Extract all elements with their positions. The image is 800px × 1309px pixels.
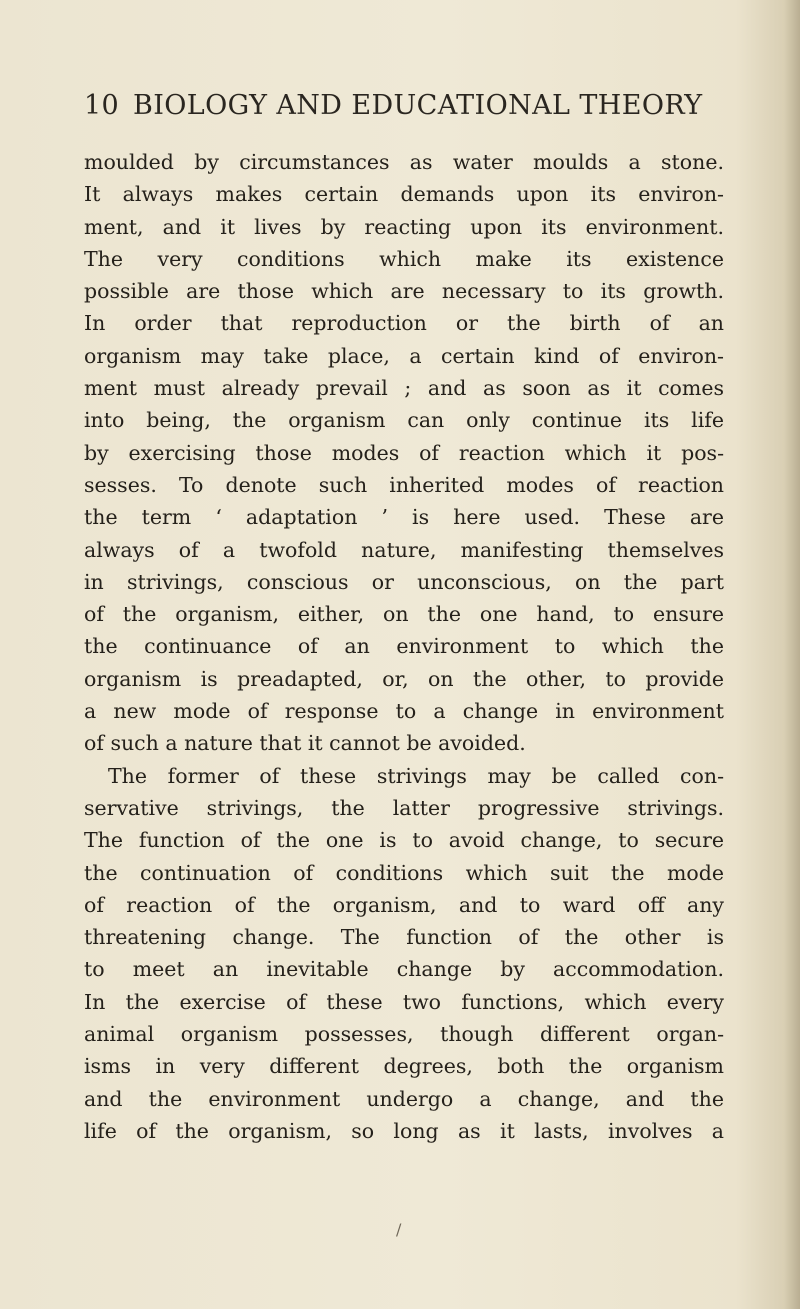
text-line: life of the organism, so long as it lasts, involves a — [84, 1118, 724, 1143]
text-line: ment, and it lives by reacting upon its environment. — [84, 214, 724, 239]
page-number: 10 — [84, 90, 119, 121]
text-line: The very conditions which make its existence — [84, 246, 724, 271]
text-line: The former of these strivings may be called con- — [108, 763, 724, 788]
text-line: servative strivings, the latter progressive strivings. — [84, 795, 724, 820]
text-line: the continuance of an environment to which the — [84, 634, 724, 659]
text-line: by exercising those modes of reaction which it pos- — [84, 440, 724, 465]
text-line: animal organism possesses, though different organ- — [84, 1022, 724, 1047]
page-header — [84, 90, 724, 121]
text-line: always of a twofold nature, manifesting themselves — [84, 537, 724, 562]
running-head: BIOLOGY AND EDUCATIONAL THEORY — [132, 90, 703, 121]
body-text — [84, 146, 724, 1147]
text-line: the continuation of conditions which suit the mode — [84, 860, 724, 885]
text-line: a new mode of response to a change in environment — [84, 699, 724, 724]
text-line: to meet an inevitable change by accommodation. — [84, 957, 724, 982]
text-line: sesses. To denote such inherited modes of reaction — [84, 472, 724, 497]
text-line: in strivings, conscious or unconscious, on the part — [84, 569, 724, 594]
text-line: In order that reproduction or the birth of an — [84, 311, 724, 336]
text-line: of reaction of the organism, and to ward off any — [84, 892, 724, 917]
text-line: the term ‘ adaptation ’ is here used. These are — [84, 505, 724, 530]
text-line: of such a nature that it cannot be avoided. — [84, 731, 526, 756]
text-line: possible are those which are necessary to its growth. — [84, 279, 724, 304]
text-line: organism may take place, a certain kind of environ- — [84, 343, 724, 368]
text-line: into being, the organism can only continue its life — [84, 408, 724, 433]
text-line: and the environment undergo a change, and the — [84, 1086, 724, 1111]
footer-mark: / — [396, 1220, 402, 1239]
text-line: organism is preadapted, or, on the other, to provide — [84, 666, 724, 691]
text-line: threatening change. The function of the other is — [84, 925, 724, 950]
text-line: of the organism, either, on the one hand, to ensure — [84, 602, 724, 627]
text-line: The function of the one is to avoid change, to secure — [84, 828, 724, 853]
text-line: In the exercise of these two functions, which every — [84, 989, 724, 1014]
text-line: It always makes certain demands upon its environ- — [84, 182, 724, 207]
text-line: ment must already prevail ; and as soon as it comes — [84, 376, 724, 401]
text-line: moulded by circumstances as water moulds a stone. — [84, 150, 724, 174]
text-line: isms in very different degrees, both the organism — [84, 1054, 724, 1079]
